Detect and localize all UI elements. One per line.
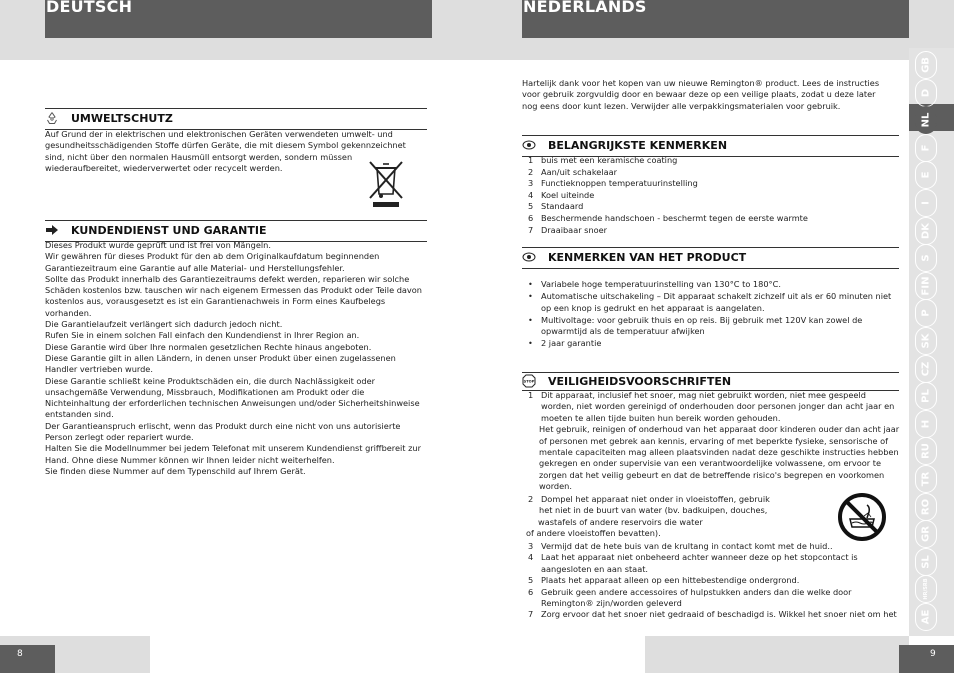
language-tab-label: SL	[920, 555, 932, 569]
item-number: 3	[528, 541, 534, 551]
paragraph: Die Garantielaufzeit verlängert sich dadurch jedoch nicht.	[45, 319, 283, 330]
header-text: NEDERLANDS	[523, 0, 647, 16]
paragraph: Auf Grund der in elektrischen und elektronischen Geräten verwendeten umwelt- und gesundheitsschädigenden Stoffe dürfen Geräte, die mit diesem Symbol gekennzeichnet sind, nicht über den normalen Hausmüll entsorgt werden, sondern müssen wiederaufbereitet, wiederverwertet oder recycelt werden.	[45, 129, 406, 173]
language-tab-label: I	[920, 201, 932, 205]
list-item	[522, 155, 902, 167]
paragraph: Diese Garantie wird über Ihre normalen gesetzlichen Rechte hinaus angeboten.	[45, 341, 372, 352]
language-tab-label: F	[920, 144, 932, 152]
list-item	[522, 178, 902, 190]
language-tab-dk[interactable]	[915, 217, 937, 245]
section-belangrijkste-kenmerken	[522, 135, 899, 157]
paragraph: Diese Garantie gilt in allen Ländern, in denen unser Produkt über einen zugelassenen Handler vertrieben wurde.	[45, 352, 396, 375]
list-item	[522, 225, 902, 237]
section-title: KENMERKEN VAN HET PRODUCT	[548, 251, 747, 264]
language-tab-label: SK	[920, 333, 932, 349]
item-continuation: of andere vloeistoffen bevatten).	[526, 528, 661, 539]
umweltschutz-text	[45, 129, 415, 174]
language-tab-label: GB	[920, 57, 932, 73]
paragraph: Sollte das Produkt innerhalb des Garantiezeitraums defekt werden, reparieren wir solche Schäden kostenlos bzw. tauschen wir nach eigenem Ermessen das Produkt oder Teile davon kostenlos aus, vorausgesetzt es ist ein Garantienachweis in Form eines Kaufbelegs vorhanden.	[45, 273, 422, 318]
paragraph: Wir gewähren für dieses Produkt für den ab dem Originalkaufdatum beginnenden Garantiezeitraum eine Garantie auf alle Material- und Herstellungsfehler.	[45, 251, 380, 273]
stop-sign-icon	[522, 374, 536, 388]
list-item: • Automatische uitschakeling – Dit apparaat schakelt zichzelf uit als er 60 minuten niet op een knop is gedrukt en het apparaat is aangelaten.	[522, 291, 897, 314]
paragraph: Dieses Produkt wurde geprüft und ist frei von Mängeln.	[45, 240, 271, 250]
language-tab-fin[interactable]	[915, 272, 937, 300]
language-tab-label: E	[920, 171, 932, 179]
language-tab-cz[interactable]	[915, 355, 937, 383]
language-tab-ae[interactable]	[915, 603, 937, 631]
recycle-icon	[45, 111, 59, 125]
crossed-wheelie-bin-icon	[367, 160, 405, 208]
paragraph: Rufen Sie in einem solchen Fall einfach den Kundendienst in Ihrer Region an.	[45, 330, 360, 341]
language-tab-d[interactable]	[915, 79, 937, 107]
list-item	[522, 167, 902, 179]
item-number: 7	[528, 609, 534, 620]
item-number: 2	[528, 166, 534, 177]
item-number: 2	[528, 494, 534, 504]
language-tab-ro[interactable]	[915, 493, 937, 521]
language-tab-label: RU	[920, 443, 932, 460]
item-continuation: Het gebruik, reinigen of onderhoud van het apparaat door kinderen ouder dan acht jaar of personen met gebrek aan kennis, ervaring of met beperkte fysieke, sensorische of mentale capaciteiten mag alleen plaatsvinden nadat deze geschikte instructies hebben gekregen en onder supervisie van een verantwoordelijke volwassene, om ervoor te zorgen dat het veilig gebeurt en dat de betreffende risico's begrepen en voorkomen worden.	[539, 424, 900, 492]
language-tab-ru[interactable]	[915, 437, 937, 465]
item-text: Plaats het apparaat alleen op een hittebestendige ondergrond.	[541, 575, 800, 586]
page-number-text: 9	[930, 649, 936, 659]
language-tab-gb[interactable]	[915, 51, 937, 79]
item-number: 5	[528, 201, 534, 212]
footer-band-right	[645, 636, 909, 673]
list-item	[522, 609, 902, 620]
list-item	[522, 201, 902, 213]
language-tab-label: CZ	[920, 361, 932, 376]
page-number-left	[0, 645, 55, 673]
language-tab-label: HR/SRB	[923, 578, 929, 600]
item-text: buis met een keramische coating	[541, 155, 678, 165]
list-item	[522, 587, 902, 610]
language-tab-pl[interactable]	[915, 382, 937, 410]
item-text: Zorg ervoor dat het snoer niet gedraaid of beschadigd is. Wikkel het snoer niet om het	[541, 609, 897, 620]
list-item	[522, 494, 822, 505]
list-item	[522, 575, 902, 586]
eye-icon	[522, 250, 536, 264]
item-text: Koel uiteinde	[541, 189, 595, 200]
item-text: Beschermende handschoen - beschermt tegen de eerste warmte	[541, 212, 808, 223]
section-kenmerken-product	[522, 247, 899, 269]
language-tab-h[interactable]	[915, 410, 937, 438]
item-continuation: het niet in de buurt van water (bv. badkuipen, douches,	[539, 505, 768, 516]
item-continuation: wastafels of andere reservoirs die water	[538, 516, 703, 527]
kundendienst-text	[45, 240, 429, 477]
item-number: 6	[528, 212, 534, 223]
language-tab-label: DK	[920, 222, 932, 239]
item-text: Draaibaar snoer	[541, 224, 608, 235]
safety-item-1	[522, 390, 900, 493]
item-text: Standaard	[541, 201, 584, 212]
section-kundendienst	[45, 220, 427, 242]
stop-label: STOP	[523, 379, 535, 384]
list-item: • Variabele hoge temperatuurinstelling van 130°C to 180°C.	[522, 279, 897, 290]
language-header-deutsch	[45, 0, 432, 38]
item-number: 5	[528, 575, 534, 586]
list-item: • 2 jaar garantie	[522, 338, 897, 349]
language-tab-e[interactable]	[915, 161, 937, 189]
item-text: Laat het apparaat niet onbeheerd achter wanneer deze op het stopcontact is aangesloten en aan staat.	[541, 552, 858, 574]
item-number: 7	[528, 224, 534, 235]
language-tab-label: GR	[920, 526, 932, 543]
product-features-list	[522, 279, 897, 351]
language-tab-gr[interactable]	[915, 520, 937, 548]
language-tab-s[interactable]	[915, 244, 937, 272]
intro-text	[522, 78, 892, 112]
paragraph: Sie finden diese Nummer auf dem Typenschild auf Ihrem Gerät.	[45, 465, 306, 476]
list-item	[522, 213, 902, 225]
safety-list-rest	[522, 541, 902, 621]
language-tab-f[interactable]	[915, 134, 937, 162]
list-item	[522, 390, 900, 424]
item-number: 4	[528, 552, 534, 563]
item-number: 6	[528, 586, 534, 597]
no-water-bath-icon	[837, 492, 887, 542]
language-tab-label: PL	[920, 389, 932, 404]
section-veiligheidsvoorschriften	[522, 372, 899, 391]
header-text: DEUTSCH	[46, 0, 133, 16]
language-tab-label: NL	[920, 112, 932, 128]
language-tab-hr-srb[interactable]	[915, 575, 937, 603]
item-number: 1	[528, 155, 534, 165]
paragraph: Der Garantieanspruch erlischt, wenn das Produkt durch eine nicht von uns autorisierte Person zerlegt oder repariert wurde.	[45, 420, 401, 443]
page-number-text: 8	[17, 649, 23, 659]
section-umweltschutz	[45, 108, 427, 130]
language-header-nederlands	[522, 0, 909, 38]
arrow-right-icon	[45, 223, 59, 237]
section-title: BELANGRIJKSTE KENMERKEN	[548, 139, 728, 152]
item-number: 1	[528, 390, 534, 400]
safety-item-2	[522, 494, 822, 540]
paragraph: Hartelijk dank voor het kopen van uw nieuwe Remington® product. Lees de instructies voor gebruik zorgvuldig door en bewaar deze op een veilige plaats, zodat u deze later nog eens door kunt lezen. Verwijder alle verpakkingsmaterialen voor gebruik.	[522, 78, 880, 111]
item-text: Functieknoppen temperatuurinstelling	[541, 178, 698, 189]
item-text: Gebruik geen andere accessoires of hulpstukken anders dan die welke door Remington® zijn/worden geleverd	[541, 586, 852, 609]
page-number-right	[899, 645, 954, 673]
eye-icon	[522, 138, 536, 152]
item-number: 4	[528, 189, 534, 200]
list-item: • Multivoltage: voor gebruik thuis en op reis. Bij gebruik met 120V kan zowel de opwarmtijd als de temperatuur afwijken	[522, 315, 897, 338]
language-tab-sl[interactable]	[915, 548, 937, 576]
language-tab-p[interactable]	[915, 299, 937, 327]
language-tab-i[interactable]	[915, 189, 937, 217]
language-tab-label: D	[920, 88, 932, 97]
paragraph: Diese Garantie schließt keine Produktschäden ein, die durch Nachlässigkeit oder unsachgemäße Verwendung, Missbrauch, Modifikationen am Produkt oder die Nichteinhaltung der erforderlichen technischen Anweisungen und/oder Sicherheitshinweise entstanden sind.	[45, 375, 420, 420]
language-tab-label: H	[920, 419, 932, 428]
paragraph: Halten Sie die Modellnummer bei jedem Telefonat mit unserem Kundendienst griffbereit zur Hand. Ohne diese Nummer können wir Ihnen leider nicht weiterhelfen.	[45, 443, 421, 465]
language-tab-label: TR	[920, 471, 932, 487]
language-tab-nl[interactable]	[915, 106, 937, 134]
section-title: KUNDENDIENST UND GARANTIE	[71, 224, 267, 237]
list-item	[522, 541, 902, 552]
language-tab-label: FIN	[920, 276, 932, 296]
kenmerken-list	[522, 155, 902, 236]
item-text: Vermijd dat de hete buis van de krultang in contact komt met de huid..	[541, 541, 833, 551]
item-text: Dit apparaat, inclusief het snoer, mag niet gebruikt worden, niet mee gespeeld worden, niet worden gereinigd of onderhouden door personen jonger dan acht jaar en moeten te allen tijde buiten hun bereik worden gehouden.	[541, 390, 895, 423]
language-tab-label: P	[920, 309, 932, 318]
item-text: Aan/uit schakelaar	[541, 166, 617, 177]
list-item	[522, 552, 902, 575]
list-item	[522, 190, 902, 202]
section-title: UMWELTSCHUTZ	[71, 112, 173, 125]
section-title: VEILIGHEIDSVOORSCHRIFTEN	[548, 375, 732, 388]
language-tab-label: AE	[920, 609, 932, 625]
language-tab-label: RO	[920, 498, 932, 515]
language-tab-sk[interactable]	[915, 327, 937, 355]
language-tab-label: S	[920, 254, 932, 262]
item-text: Dompel het apparaat niet onder in vloeistoffen, gebruik	[541, 494, 770, 504]
item-number: 3	[528, 178, 534, 189]
language-tab-tr[interactable]	[915, 465, 937, 493]
